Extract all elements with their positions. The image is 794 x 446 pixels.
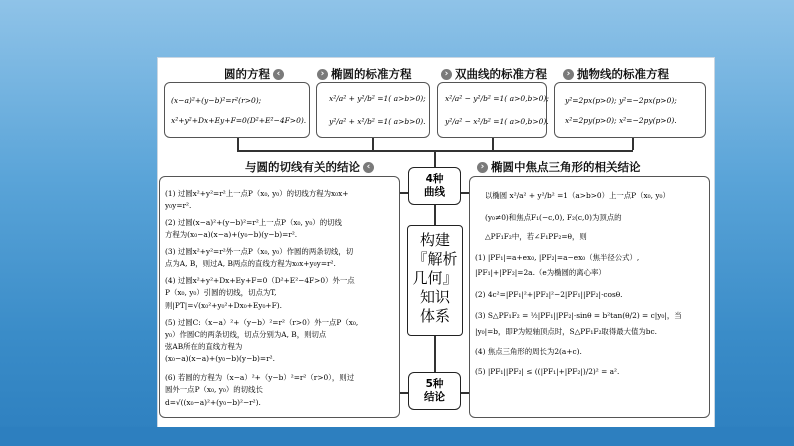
header-circle-label: 圆的方程 — [224, 67, 270, 81]
tangent-item: y₀）作圆C的两条切线，切点分别为A, B，则切点 — [165, 330, 327, 339]
focal-item: (y₀≠0)和焦点F₁(−c,0), F₂(c,0)为顶点的 — [485, 213, 622, 222]
header-tangent-label: 与圆的切线有关的结论 — [245, 160, 360, 174]
center-line: 知识 — [419, 288, 450, 306]
center-line: 几何』 — [412, 269, 458, 287]
connector-stub — [434, 150, 436, 167]
connector-stub — [237, 138, 239, 150]
ellipse-eq-x: x²/a² + y²/b² =1( a>b>0); — [329, 94, 426, 103]
tangent-item: (6) 若圆的方程为（x−a）²+（y−b）²=r²（r>0），则过 — [165, 373, 355, 382]
bottom-band — [0, 427, 794, 446]
focal-item: △PF₁F₂中，若∠F₁PF₂=θ，则 — [485, 232, 587, 241]
badge-four-curves — [408, 167, 461, 205]
chevron-left-icon: ‹ — [363, 162, 374, 173]
ellipse-equation-box — [316, 82, 430, 138]
tangent-item: 弦AB所在的直线方程为 — [165, 342, 243, 351]
badge-four-curves-line1: 4种 — [425, 173, 444, 185]
circle-equation-box — [164, 82, 310, 138]
focal-triangle-box — [469, 176, 710, 418]
tangent-item: 方程为(x₀−a)(x−a)+(y₀−b)(y−b)=r². — [165, 230, 298, 239]
hyperbola-eq-y: y²/a² − x²/b² =1( a>0,b>0). — [445, 117, 549, 126]
header-focal — [474, 159, 641, 175]
center-line: 构建 — [419, 231, 450, 249]
header-parabola — [560, 66, 669, 82]
connector-stub — [400, 392, 408, 394]
hyperbola-eq-x: x²/a² − y²/b² =1( a>0,b>0); — [445, 94, 549, 103]
header-circle — [224, 66, 287, 82]
parabola-eq-horizontal: y²=2px(p>0); y²=−2px(p>0); — [565, 96, 677, 105]
chevron-right-icon: › — [317, 69, 328, 80]
header-parabola-label: 抛物线的标准方程 — [577, 67, 669, 81]
connector-stub — [434, 336, 436, 372]
tangent-item: d=√((x₀−a)²+(y₀−b)²−r²). — [165, 398, 261, 407]
badge-five-conclusions — [408, 372, 461, 410]
header-hyperbola — [438, 66, 547, 82]
header-ellipse-label: 椭圆的标准方程 — [331, 67, 412, 81]
focal-item: (2) 4c²=|PF₁|²+|PF₂|²−2|PF₁||PF₂|·cosθ. — [475, 290, 623, 299]
connector-stub — [400, 192, 408, 194]
header-ellipse — [314, 66, 412, 82]
tangent-item: y₀y=r². — [165, 201, 192, 210]
ellipse-eq-y: y²/a² + x²/b² =1( a>b>0). — [329, 117, 426, 126]
focal-item: 以椭圆 x²/a² + y²/b² =1（a>b>0）上一点P（x₀, y₀） — [485, 191, 670, 200]
parabola-eq-vertical: x²=2py(p>0); x²=−2py(p>0). — [565, 116, 677, 125]
header-hyperbola-label: 双曲线的标准方程 — [455, 67, 547, 81]
tangent-item: 圆外一点P（x₀, y₀）的切线长 — [165, 385, 263, 394]
center-line: 『解析 — [412, 250, 458, 268]
tangent-item: (2) 过圆(x−a)²+(y−b)²=r²上一点P（x₀, y₀）的切线 — [165, 218, 342, 227]
header-focal-label: 椭圆中焦点三角形的相关结论 — [491, 160, 641, 174]
center-title-box — [407, 225, 463, 336]
tangent-item: (5) 过圆C:（x−a）²+（y−b）²=r²（r>0）外一点P（x₀, — [165, 318, 359, 327]
focal-item: (3) S△PF₁F₂ = ½|PF₁||PF₂|·sinθ = b²tan(θ/2) = c|y₀|，当 — [475, 311, 682, 320]
badge-five-conclusions-line1: 5种 — [425, 378, 444, 390]
center-line: 体系 — [419, 307, 450, 325]
tangent-item: P（x₀, y₀）引圆的切线，切点为T, — [165, 288, 277, 297]
chevron-right-icon: › — [441, 69, 452, 80]
focal-item: |PF₁|+|PF₂|=2a.（e为椭圆的离心率） — [475, 268, 606, 277]
circle-eq-standard: (x−a)²+(y−b)²=r²(r>0); — [171, 96, 262, 105]
tangent-item: (3) 过圆x²+y²=r²外一点P（x₀, y₀）作圆的两条切线，切 — [165, 247, 354, 256]
focal-item: |y₀|=b，即P为短轴顶点时，S△PF₁F₂取得最大值为bc. — [475, 327, 657, 336]
connector-stub — [632, 138, 634, 150]
connector-stub — [461, 392, 469, 394]
chevron-right-icon: › — [477, 162, 488, 173]
parabola-equation-box — [554, 82, 706, 138]
tangent-item: 点为A, B，则过A, B两点的直线方程为x₀x+y₀y=r². — [165, 259, 336, 268]
tangent-item: 则|PT|=√(x₀²+y₀²+Dx₀+Ey₀+F). — [165, 301, 282, 310]
tangent-item: (1) 过圆x²+y²=r²上一点P（x₀, y₀）的切线方程为x₀x+ — [165, 189, 349, 198]
badge-four-curves-line2: 曲线 — [424, 186, 445, 198]
badge-five-conclusions-line2: 结论 — [424, 391, 445, 403]
tangent-conclusions-box — [159, 176, 400, 418]
connector-stub — [434, 205, 436, 225]
chevron-right-icon: › — [563, 69, 574, 80]
hyperbola-equation-box — [437, 82, 547, 138]
focal-item: (5) |PF₁||PF₂| ≤ ((|PF₁|+|PF₂|)/2)² = a². — [475, 367, 620, 376]
connector-stub — [461, 192, 469, 194]
connector-stub — [492, 138, 494, 150]
chevron-left-icon: ‹ — [273, 69, 284, 80]
tangent-item: (4) 过圆x²+y²+Dx+Ey+F=0（D²+E²−4F>0）外一点 — [165, 276, 355, 285]
circle-eq-general: x²+y²+Dx+Ey+F=0(D²+E²−4F>0). — [171, 116, 307, 125]
focal-item: (4) 焦点三角形的周长为2(a+c). — [475, 347, 582, 356]
focal-item: (1) |PF₁|=a+ex₀, |PF₂|=a−ex₀（焦半径公式）, — [475, 253, 640, 262]
tangent-item: (x₀−a)(x−a)+(y₀−b)(y−b)=r². — [165, 354, 275, 363]
connector-stub — [372, 138, 374, 150]
header-tangent — [245, 159, 377, 175]
